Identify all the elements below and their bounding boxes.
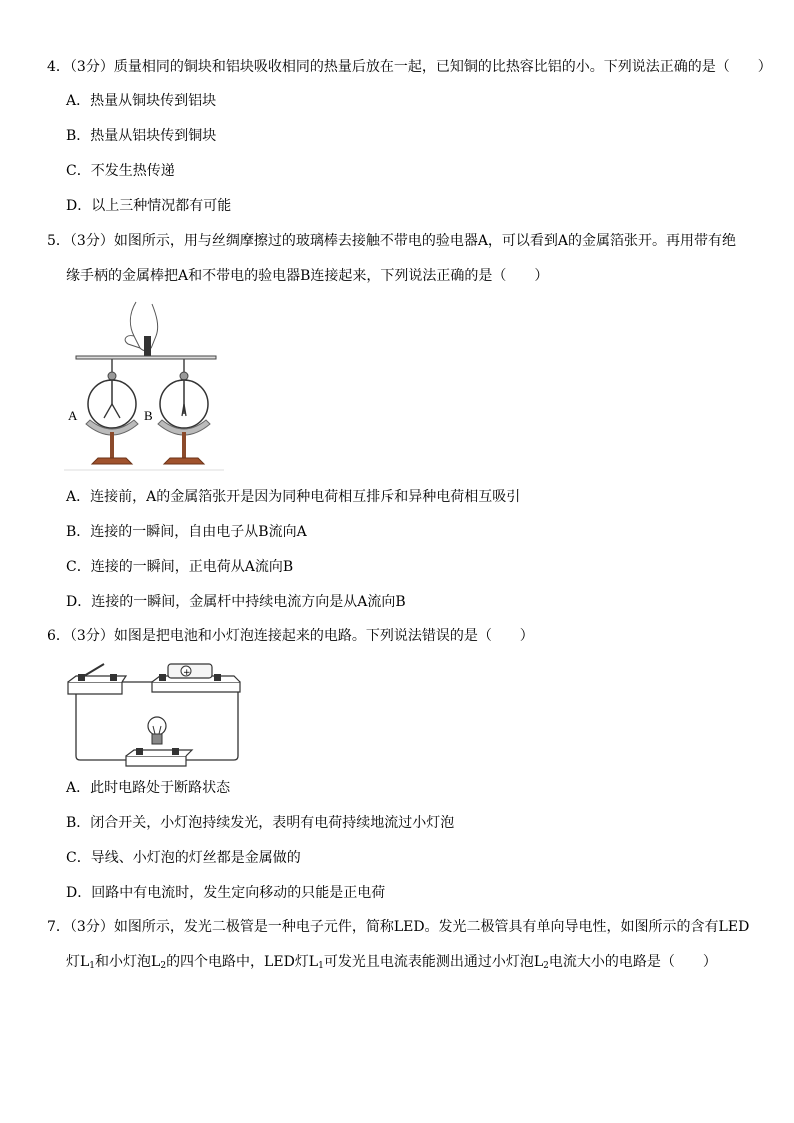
q4-option-c: C．不发生热传递 [66, 163, 175, 179]
q4-stem: 4．（3分）质量相同的铜块和铝块吸收相同的热量后放在一起，已知铜的比热容比铝的小。下列说法正确的是（ ） [47, 59, 772, 75]
q5-option-a: A．连接前，A的金属箔张开是因为同种电荷相互排斥和异种电荷相互吸引 [66, 489, 521, 505]
circuit-drawing [64, 660, 242, 772]
label-a: A [68, 408, 78, 423]
q4-option-b: B．热量从铝块传到铜块 [66, 128, 217, 144]
q6-stem: 6．（3分）如图是把电池和小灯泡连接起来的电路。下列说法错误的是（ ） [47, 628, 534, 644]
q7-stem-line2: 灯$L_1$和小灯泡$L_2$的四个电路中，LED灯$L_1$可发光且电流表能测出通过小灯泡$L_2$电流大小的电路是（ ） [66, 954, 717, 971]
svg-text:+: + [183, 668, 191, 678]
electroscope-drawing [64, 296, 224, 472]
q5-option-c: C．连接的一瞬间，正电荷从A流向B [66, 559, 294, 575]
q6-option-c: C．导线、小灯泡的灯丝都是金属做的 [66, 850, 301, 866]
q5-option-d: D．连接的一瞬间，金属杆中持续电流方向是从A流向B [66, 594, 406, 610]
q5-stem-line1: 5．（3分）如图所示，用与丝绸摩擦过的玻璃棒去接触不带电的验电器A，可以看到A的金属箔张开。再用带有绝 [47, 233, 737, 249]
q6-option-a: A．此时电路处于断路状态 [66, 780, 231, 796]
electroscope-figure [64, 296, 224, 472]
q5-stem-line2: 缘手柄的金属棒把A和不带电的验电器B连接起来，下列说法正确的是（ ） [66, 268, 549, 284]
label-b: B [144, 408, 153, 423]
q6-option-b: B．闭合开关，小灯泡持续发光，表明有电荷持续地流过小灯泡 [66, 815, 455, 831]
q4-option-a: A．热量从铜块传到铝块 [66, 93, 217, 109]
circuit-figure [64, 660, 242, 772]
q6-option-d: D．回路中有电流时，发生定向移动的只能是正电荷 [66, 885, 386, 901]
q4-option-d: D．以上三种情况都有可能 [66, 198, 232, 214]
q5-option-b: B．连接的一瞬间，自由电子从B流向A [66, 524, 307, 540]
q7-stem-line1: 7．（3分）如图所示，发光二极管是一种电子元件，简称LED。发光二极管具有单向导电性，如图所示的含有LED [47, 919, 750, 935]
